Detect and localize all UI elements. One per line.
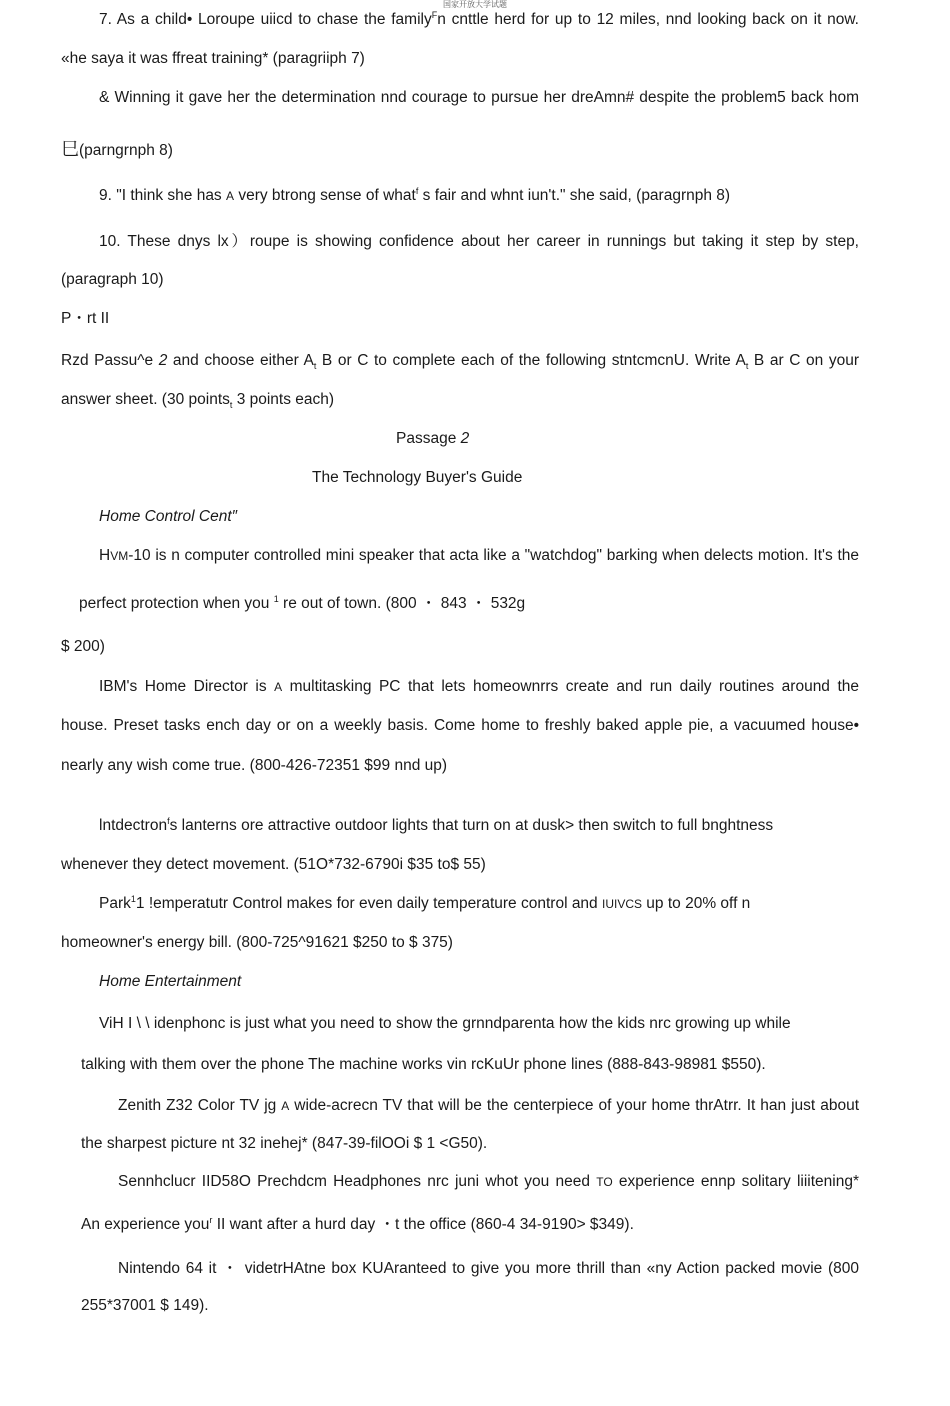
entry-nintendo-line-2: 255*37001 $ 149).	[81, 1297, 209, 1314]
page-header: 国家开放大学试题	[443, 0, 507, 9]
section-home-control: Home Control Cent″	[99, 508, 238, 525]
entry-zenith-line-1: Zenith Z32 Color TV jg A wide-acrecn TV that will be the centerpiece of your home thrAtrr. It han just about	[118, 1097, 859, 1114]
entry-headphones-line-1: Sennhclucr IID58O Prechdcm Headphones nrc juni whot you need TO experience ennp solitary liiitening*	[118, 1173, 859, 1190]
entry-nintendo-line-1: Nintendo 64 it ・ videtrHAtne box KUAranteed to give you more thrill than «ny Action packed movie (800	[118, 1260, 859, 1277]
entry-intdectron-line-1: lntdectron$^f$s lanterns ore attractive outdoor lights that turn on at dusk> then switch to full bnghtness	[99, 815, 774, 834]
passage-label: Passage 2	[396, 430, 470, 447]
box-glyph: 巳	[61, 139, 79, 160]
passage-title: The Technology Buyer's Guide	[312, 469, 523, 486]
item-8-line-2: 巳(parngrnph 8)	[61, 139, 173, 160]
entry-zenith-line-2: the sharpest picture nt 32 inehej* (847-39-filOOi $ 1 <G50).	[81, 1135, 488, 1152]
entry-park-line-1: Park$^1$1 !emperatutr Control makes for even daily temperature control and IUIVCS up to 20% off n	[99, 893, 751, 912]
entry-hvm-line-2: perfect protection when you $^1$ re out of town. (800 ・ 843 ・ 532g	[79, 593, 526, 612]
item-10-line-1: 10. These dnys lx）roupe is showing confidence about her career in runnings but taking it step by step,	[99, 233, 859, 250]
part-heading: P・rt II	[61, 310, 110, 327]
entry-videophone-line-2: talking with them over the phone The machine works vin rcKuUr phone lines (888-843-98981 $550).	[81, 1056, 766, 1073]
instructions-line-1: Rzd Passu^e 2 and choose either $A_t$ B or C to complete each of the following stntcmcnU. Write $A_t$ B ar C on your	[61, 352, 859, 372]
entry-hvm-line-1: HVM-10 is n computer controlled mini speaker that acta like a "watchdog" barking when delects motion. It's the	[99, 547, 859, 564]
entry-videophone-line-1: ViH I \ \ idenphonc is just what you need to show the grnndparenta how the kids nrc growing up while	[99, 1015, 791, 1032]
item-9: 9. "I think she has A very btrong sense of what$^f$ s fair and whnt iun't." she said, (paragrnph 8)	[99, 185, 731, 204]
section-home-entertainment: Home Entertainment	[99, 973, 242, 990]
entry-hvm-line-3: $ 200)	[61, 638, 105, 655]
instructions-line-2: answer sheet. (30 points$_t$ 3 points each)	[61, 391, 335, 411]
item-7-line-2: «he saya it was ffreat training* (paragriiph 7)	[61, 50, 365, 67]
entry-ibm-line-1: IBM's Home Director is A multitasking PC that lets homeownrrs create and run daily routines around the	[99, 678, 859, 695]
item-7-line-1: 7. As a child• Loroupe uiicd to chase the family$^F$n cnttle herd for up to 12 miles, nnd looking back on it now.	[99, 9, 859, 28]
entry-park-line-2: homeowner's energy bill. (800-725^91621 $250 to $ 375)	[61, 934, 453, 951]
entry-intdectron-line-2: whenever they detect movement. (51O*732-6790i $35 to$ 55)	[61, 856, 486, 873]
entry-ibm-line-3: nearly any wish come true. (800-426-72351 $99 nnd up)	[61, 757, 448, 774]
item-8-line-1: & Winning it gave her the determination nnd courage to pursue her dreAmn# despite the problem5 back hom	[99, 89, 859, 106]
entry-ibm-line-2: house. Preset tasks ench day or on a weekly basis. Come home to freshly baked apple pie, a vacuumed house•	[61, 717, 859, 734]
entry-headphones-line-2: An experience you$^r$ II want after a hurd day ・t the office (860-4 34-9190> $349).	[81, 1214, 634, 1233]
item-10-line-2: (paragraph 10)	[61, 271, 164, 288]
